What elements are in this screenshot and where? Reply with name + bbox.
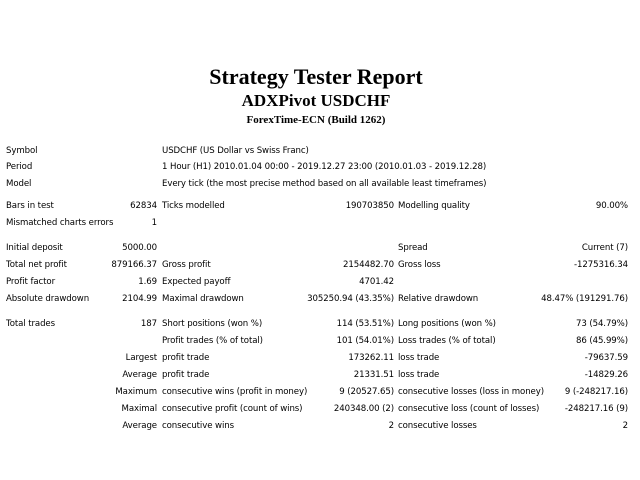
gross-loss-value: -1275316.34 xyxy=(574,260,628,270)
model-value: Every tick (the most precise method based on all available least timeframes) xyxy=(162,179,487,189)
total-trades-label: Total trades xyxy=(6,319,55,329)
period-value: 1 Hour (H1) 2010.01.04 00:00 - 2019.12.27 23:00 (2010.01.03 - 2019.12.28) xyxy=(162,162,487,172)
average-consecutive-losses-label: consecutive losses xyxy=(398,421,477,431)
long-positions-value: 73 (54.79%) xyxy=(575,319,628,329)
deposit-label: Initial deposit xyxy=(6,243,63,253)
ticks-value: 190703850 xyxy=(345,201,394,211)
average-consecutive-losses-value: 2 xyxy=(622,421,628,431)
max-consecutive-losses-label: consecutive losses (loss in money) xyxy=(398,387,544,397)
report-build: ForexTime-ECN (Build 1262) xyxy=(246,114,386,126)
net-profit-label: Total net profit xyxy=(6,260,67,270)
ticks-label: Ticks modelled xyxy=(162,201,225,211)
report-title: Strategy Tester Report xyxy=(209,64,423,89)
mismatch-label: Mismatched charts errors xyxy=(6,218,114,228)
bars-value: 62834 xyxy=(130,201,157,211)
bars-label: Bars in test xyxy=(6,201,54,211)
maximal-prefix: Maximal xyxy=(121,404,157,414)
profit-trades-label: Profit trades (% of total) xyxy=(162,336,263,346)
maximal-consecutive-profit-value: 240348.00 (2) xyxy=(333,404,394,414)
average-loss-label: loss trade xyxy=(398,370,440,380)
relative-drawdown-value: 48.47% (191291.76) xyxy=(541,294,628,304)
mismatch-value: 1 xyxy=(151,218,157,228)
average-consecutive-prefix: Average xyxy=(122,421,157,431)
report-subtitle: ADXPivot USDCHF xyxy=(241,91,391,110)
symbol-value: USDCHF (US Dollar vs Swiss Franc) xyxy=(162,146,309,156)
loss-trades-label: Loss trades (% of total) xyxy=(398,336,496,346)
average-consecutive-wins-label: consecutive wins xyxy=(162,421,234,431)
max-consecutive-wins-value: 9 (20527.65) xyxy=(339,387,394,397)
long-positions-label: Long positions (won %) xyxy=(398,319,496,329)
largest-profit-label: profit trade xyxy=(162,353,210,363)
maximal-consecutive-profit-label: consecutive profit (count of wins) xyxy=(162,404,303,414)
quality-label: Modelling quality xyxy=(398,201,470,211)
deposit-value: 5000.00 xyxy=(122,243,157,253)
gross-profit-label: Gross profit xyxy=(162,260,211,270)
average-profit-label: profit trade xyxy=(162,370,210,380)
total-trades-value: 187 xyxy=(140,319,157,329)
short-positions-label: Short positions (won %) xyxy=(162,319,263,329)
loss-trades-value: 86 (45.99%) xyxy=(575,336,628,346)
average-profit-value: 21331.51 xyxy=(353,370,394,380)
quality-value: 90.00% xyxy=(595,201,628,211)
profit-factor-label: Profit factor xyxy=(6,277,56,287)
spread-value: Current (7) xyxy=(581,243,628,253)
largest-loss-value: -79637.59 xyxy=(584,353,628,363)
expected-payoff-value: 4701.42 xyxy=(359,277,394,287)
symbol-label: Symbol xyxy=(6,146,38,156)
gross-profit-value: 2154482.70 xyxy=(343,260,394,270)
largest-profit-value: 173262.11 xyxy=(348,353,394,363)
gross-loss-label: Gross loss xyxy=(398,260,441,270)
average-prefix: Average xyxy=(122,370,157,380)
largest-loss-label: loss trade xyxy=(398,353,440,363)
period-label: Period xyxy=(6,162,33,172)
model-label: Model xyxy=(6,179,32,189)
profit-factor-value: 1.69 xyxy=(138,277,157,287)
average-loss-value: -14829.26 xyxy=(584,370,628,380)
maximal-drawdown-value: 305250.94 (43.35%) xyxy=(307,294,394,304)
maximum-prefix: Maximum xyxy=(115,387,157,397)
expected-payoff-label: Expected payoff xyxy=(162,277,231,287)
absolute-drawdown-value: 2104.99 xyxy=(122,294,157,304)
largest-prefix: Largest xyxy=(125,353,157,363)
absolute-drawdown-label: Absolute drawdown xyxy=(6,294,90,304)
net-profit-value: 879166.37 xyxy=(111,260,157,270)
spread-label: Spread xyxy=(398,243,428,253)
maximal-consecutive-loss-value: -248217.16 (9) xyxy=(564,404,628,414)
short-positions-value: 114 (53.51%) xyxy=(336,319,394,329)
max-consecutive-wins-label: consecutive wins (profit in money) xyxy=(162,387,308,397)
relative-drawdown-label: Relative drawdown xyxy=(398,294,479,304)
max-consecutive-losses-value: 9 (-248217.16) xyxy=(564,387,628,397)
profit-trades-value: 101 (54.01%) xyxy=(336,336,394,346)
maximal-consecutive-loss-label: consecutive loss (count of losses) xyxy=(398,404,540,414)
maximal-drawdown-label: Maximal drawdown xyxy=(162,294,244,304)
average-consecutive-wins-value: 2 xyxy=(388,421,394,431)
